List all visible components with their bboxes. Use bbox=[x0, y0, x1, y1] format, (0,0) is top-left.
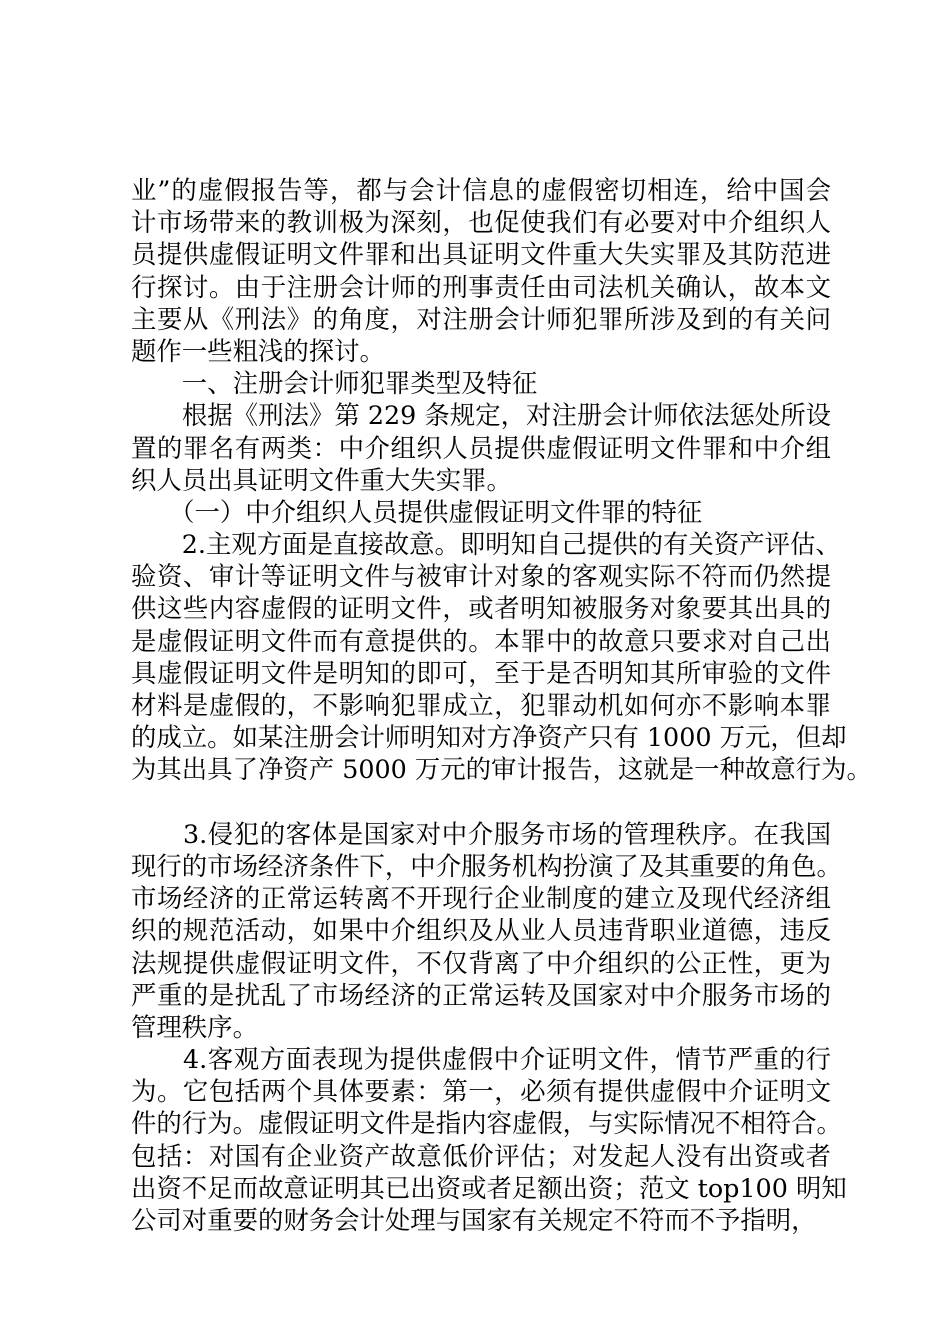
text-line: 现行的市场经济条件下，中介服务机构扮演了及其重要的角色。 bbox=[131, 850, 842, 881]
text-line: 织人员出具证明文件重大失实罪。 bbox=[131, 464, 512, 495]
text-line: 出资不足而故意证明其已出资或者足额出资；范文 top100 明知 bbox=[131, 1172, 847, 1203]
paragraph-point-4 bbox=[131, 1043, 847, 1236]
text-line: 业”的虚假报告等，都与会计信息的虚假密切相连，给中国会 bbox=[131, 175, 831, 205]
heading-1 bbox=[131, 367, 831, 399]
text-line: 计市场带来的教训极为深刻，也促使我们有必要对中介组织人 bbox=[131, 207, 831, 238]
text-line: 置的罪名有两类：中介组织人员提供虚假证明文件罪和中介组 bbox=[131, 432, 831, 463]
text-line: 题作一些粗浅的探讨。 bbox=[131, 335, 385, 366]
text-line: 的成立。如某注册会计师明知对方净资产只有 1000 万元，但却 bbox=[131, 722, 847, 753]
heading-1-1 bbox=[131, 496, 831, 528]
text-line: 公司对重要的财务会计处理与国家有关规定不符而不予指明， bbox=[131, 1205, 817, 1235]
text-line: 员提供虚假证明文件罪和出具证明文件重大失实罪及其防范进 bbox=[131, 239, 831, 270]
text-line: 3.侵犯的客体是国家对中介服务市场的管理秩序。在我国 bbox=[131, 818, 831, 849]
text-line: 是虚假证明文件而有意提供的。本罪中的故意只要求对自己出 bbox=[131, 625, 831, 656]
text-line: 严重的是扰乱了市场经济的正常运转及国家对中介服务市场的 bbox=[131, 979, 831, 1010]
text-line: 根据《刑法》第 229 条规定，对注册会计师依法惩处所设 bbox=[131, 400, 831, 431]
text-line: 行探讨。由于注册会计师的刑事责任由司法机关确认，故本文 bbox=[131, 271, 831, 302]
intro-paragraph bbox=[131, 174, 831, 367]
text-line: （一）中介组织人员提供虚假证明文件罪的特征 bbox=[131, 496, 703, 527]
paragraph-article-229 bbox=[131, 399, 831, 496]
text-line: 具虚假证明文件是明知的即可，至于是否明知其所审验的文件 bbox=[131, 657, 831, 688]
text-line: 法规提供虚假证明文件，不仅背离了中介组织的公正性，更为 bbox=[131, 947, 831, 978]
text-line: 2.主观方面是直接故意。即明知自己提供的有关资产评估、 bbox=[131, 529, 841, 560]
text-line: 包括：对国有企业资产故意低价评估；对发起人没有出资或者 bbox=[131, 1140, 831, 1171]
text-line: 材料是虚假的，不影响犯罪成立，犯罪动机如何亦不影响本罪 bbox=[131, 690, 831, 720]
text-line: 织的规范活动，如果中介组织及从业人员违背职业道德，违反 bbox=[131, 915, 831, 946]
text-line: 为。它包括两个具体要素：第一，必须有提供虚假中介证明文 bbox=[131, 1076, 831, 1107]
text-line: 一、注册会计师犯罪类型及特征 bbox=[131, 368, 538, 399]
document-body bbox=[131, 174, 872, 1236]
text-line: 验资、审计等证明文件与被审计对象的客观实际不符而仍然提 bbox=[131, 561, 831, 592]
text-line: 管理秩序。 bbox=[131, 1011, 258, 1042]
text-line: 主要从《刑法》的角度，对注册会计师犯罪所涉及到的有关问 bbox=[131, 303, 831, 334]
text-line: 供这些内容虚假的证明文件，或者明知被服务对象要其出具的 bbox=[131, 593, 831, 624]
paragraph-gap bbox=[131, 786, 831, 818]
text-line: 4.客观方面表现为提供虚假中介证明文件，情节严重的行 bbox=[131, 1044, 831, 1075]
paragraph-point-2 bbox=[131, 528, 872, 786]
text-line: 为其出具了净资产 5000 万元的审计报告，这就是一种故意行为。 bbox=[131, 754, 872, 785]
text-line: 件的行为。虚假证明文件是指内容虚假，与实际情况不相符合。 bbox=[131, 1108, 842, 1139]
paragraph-point-3 bbox=[131, 818, 842, 1043]
text-line: 市场经济的正常运转离不开现行企业制度的建立及现代经济组 bbox=[131, 883, 831, 914]
